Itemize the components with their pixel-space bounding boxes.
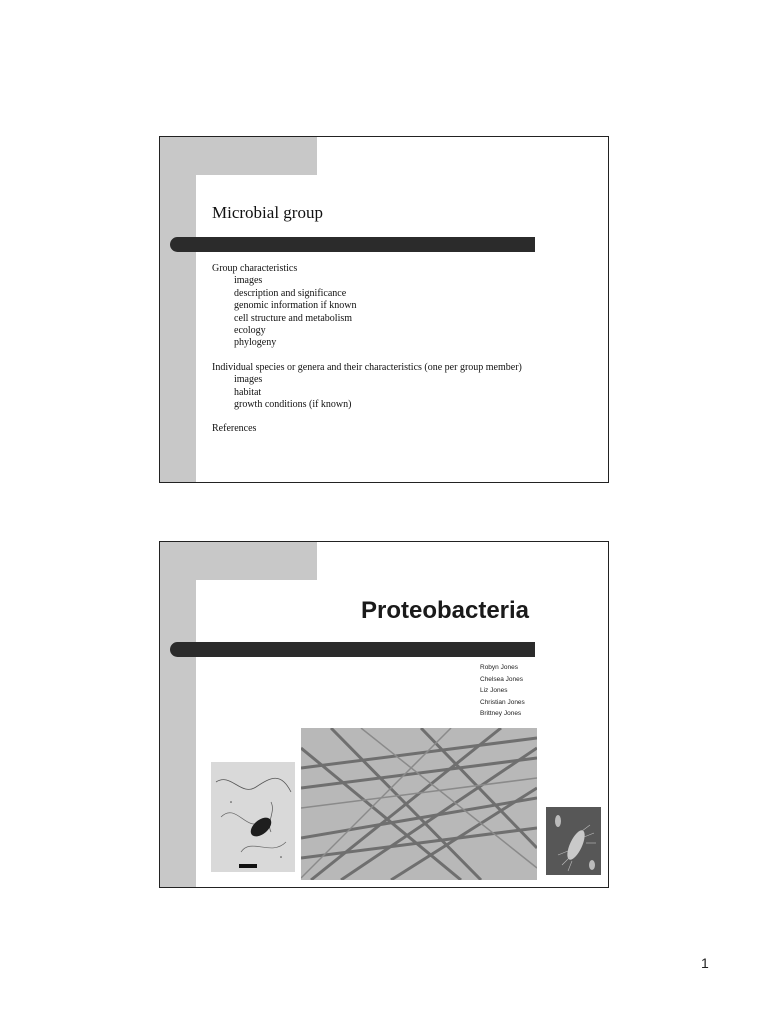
body-line: Group characteristics: [212, 263, 298, 274]
author-name: Liz Jones: [480, 687, 508, 694]
slide-2-title: Proteobacteria: [360, 597, 530, 624]
slide-band-top: [160, 137, 317, 175]
slide-band-left: [160, 542, 196, 887]
body-line: habitat: [234, 386, 262, 398]
page-number: 1: [701, 955, 709, 971]
slide-band-left: [160, 137, 196, 482]
body-line: phylogeny: [234, 337, 277, 349]
body-line: cell structure and metabolism: [234, 312, 353, 324]
body-line: images: [234, 374, 263, 386]
author-name: Robyn Jones: [480, 664, 518, 671]
title-rule: [170, 237, 535, 252]
micrograph-rods-image: [546, 807, 601, 875]
micrograph-bacterium-image: [211, 762, 295, 872]
body-line: References: [212, 423, 257, 435]
body-line: genomic information if known: [234, 300, 357, 312]
micrograph-filaments-image: [301, 728, 537, 880]
slide-corner: [196, 175, 226, 205]
body-line: growth conditions (if known): [234, 399, 352, 411]
slide-1-body: [212, 263, 522, 436]
author-list: [480, 662, 525, 720]
author-name: Brittney Jones: [480, 710, 522, 717]
author-name: Christian Jones: [480, 698, 525, 706]
author-name: Chelsea Jones: [480, 675, 523, 683]
slide-1: [159, 136, 609, 483]
body-line: Individual species or genera and their characteristics (one per group member): [212, 361, 522, 373]
slide-1-title: Microbial group: [212, 203, 323, 222]
body-line: images: [234, 275, 263, 287]
title-rule: [170, 642, 535, 657]
slide-band-top: [160, 542, 317, 580]
body-line: description and significance: [234, 287, 347, 299]
slide-2: [159, 541, 609, 888]
body-line: ecology: [234, 325, 266, 337]
